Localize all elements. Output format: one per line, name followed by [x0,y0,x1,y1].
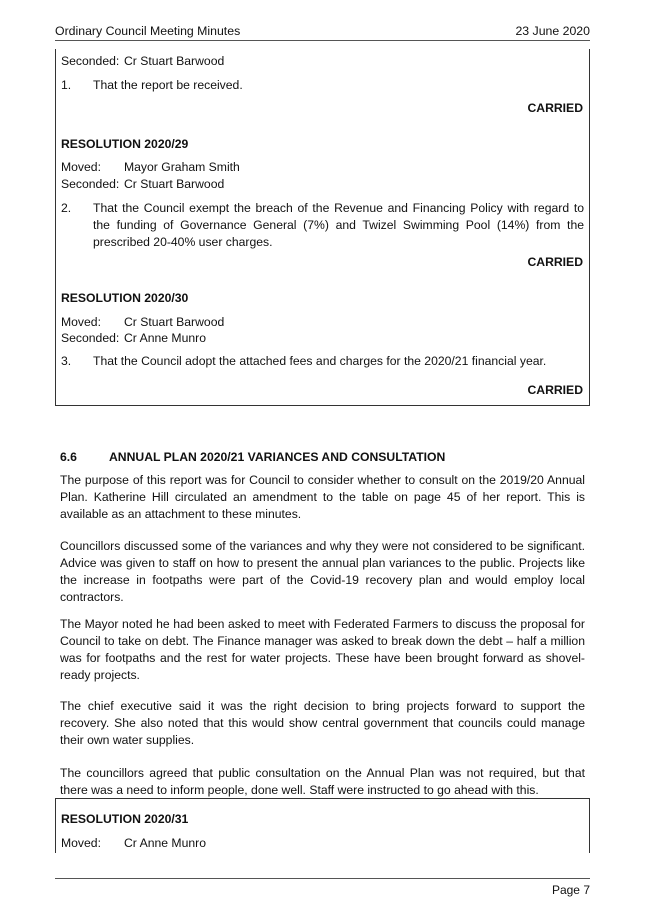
moved-label: Moved: [61,315,101,329]
page-header [55,24,590,40]
footer-divider [55,878,590,879]
paragraph: The councillors agreed that public consultation on the Annual Plan was not required, but that there was a need to inform people, done well. Staff were instructed to go ahead with this. [60,766,585,797]
moved-line [61,160,240,174]
item-text: That the Council exempt the breach of the Revenue and Financing Policy with regard to the funding of Governance General (7%) and Twizel Swimming Pool (14%) from the prescribed 20-40% user charges. [93,201,584,249]
moved-line [61,315,224,329]
carried-label: CARRIED [527,383,583,397]
seconded-line [61,331,206,345]
seconded-name: Cr Stuart Barwood [124,177,225,191]
resolution-heading: RESOLUTION 2020/31 [61,812,189,826]
moved-name: Cr Anne Munro [124,836,206,850]
moved-label: Moved: [61,160,101,174]
paragraph: The Mayor noted he had been asked to meet with Federated Farmers to discuss the proposal for Council to take on debt. The Finance manager was asked to break down the debt – half a million was for footpaths and the rest for water projects. These have been brought forward as shovel-ready projects. [60,617,585,682]
seconded-name: Cr Anne Munro [124,331,206,345]
resolution-heading: RESOLUTION 2020/29 [61,137,189,151]
resolution-heading: RESOLUTION 2020/30 [61,291,189,305]
item-number: 2. [61,201,72,215]
item-number: 3. [61,354,72,368]
document-title: Ordinary Council Meeting Minutes [55,24,241,38]
resolution-box [55,798,590,853]
page-number: Page 7 [551,883,590,897]
carried-label: CARRIED [527,101,583,115]
section-title: ANNUAL PLAN 2020/21 VARIANCES AND CONSULTATION [109,450,446,464]
moved-name: Cr Stuart Barwood [124,315,225,329]
seconded-name: Cr Stuart Barwood [124,54,225,68]
seconded-line [61,177,224,191]
header-divider [55,40,590,41]
item-text: That the report be received. [93,78,243,92]
paragraph: Councillors discussed some of the variances and why they were not considered to be significant. Advice was given to staff on how to present the annual plan variances to the public. Projects like the increase in footpaths were part of the Covid-19 recovery plan and would employ local contractors. [60,539,585,604]
seconded-label: Seconded: [61,54,120,68]
carried-label: CARRIED [527,255,583,269]
paragraph: The purpose of this report was for Council to consider whether to consult on the 2019/20 Annual Plan. Katherine Hill circulated an amendment to the table on page 45 of her report. This is available as an attachment to these minutes. [60,473,585,521]
resolutions-box [55,49,590,406]
moved-line [61,836,206,850]
seconded-label: Seconded: [61,177,120,191]
moved-name: Mayor Graham Smith [124,160,240,174]
section-number: 6.6 [60,450,77,464]
meeting-date: 23 June 2020 [515,24,590,38]
seconded-label: Seconded: [61,331,120,345]
item-text: That the Council adopt the attached fees and charges for the 2020/21 financial year. [93,354,547,368]
paragraph: The chief executive said it was the right decision to bring projects forward to support the recovery. She also noted that this would show central government that councils could manage their own water supplies. [60,699,585,747]
item-number: 1. [61,78,72,92]
section-heading [60,450,445,464]
seconded-line [61,54,224,68]
moved-label: Moved: [61,836,101,850]
